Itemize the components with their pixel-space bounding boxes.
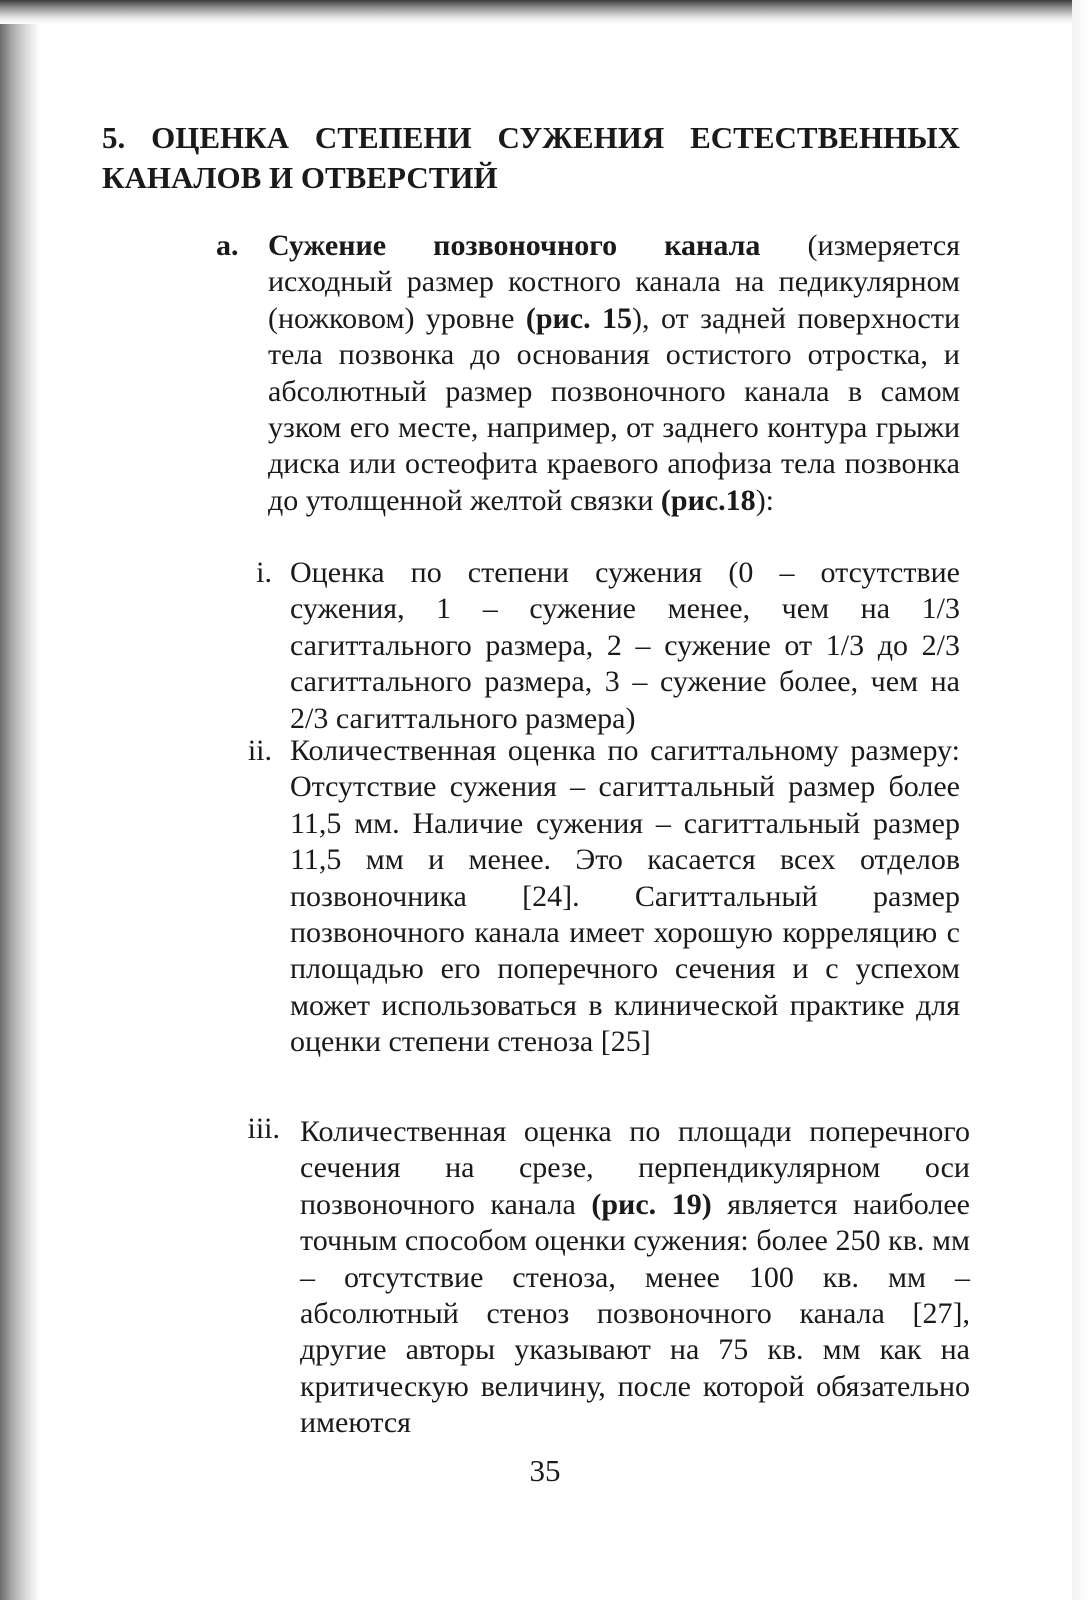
section-a-text-2: ), от задней поверхности тела позвонка до основания остистого отростка, и абсолютный размер позвоночного канала в самом узком его месте, например, от заднего контура грыжи диска или остеофита краевого апофиза тела позвонка до утолщенной желтой связки [268, 301, 961, 517]
section-a-lead: Сужение позвоночного канала [268, 229, 761, 262]
section-a-body [268, 228, 960, 519]
section-a-ref-1-open: ( [525, 301, 536, 335]
list-item-iii-text-2: является наиболее точным способом оценки сужения: более 250 кв. мм – отсутствие стеноза, менее 100 кв. мм – абсолютный стеноз позвоночного канала [27], другие авторы указывают на 75 кв. мм как на критическую величину, после которой обязательно имеются [300, 1187, 970, 1440]
section-a-marker: a. [216, 229, 239, 262]
list-item-i [256, 555, 960, 737]
list-item-ii-number: ii. [247, 734, 272, 767]
section-a-ref-1: рис. 15 [535, 301, 633, 335]
section-heading: 5. ОЦЕНКА СТЕПЕНИ СУЖЕНИЯ ЕСТЕСТВЕННЫХ КАНАЛОВ И ОТВЕРСТИЙ [102, 120, 960, 195]
section-a-ref-2-open: ( [660, 483, 671, 517]
list-item-i-text: Оценка по степени сужения (0 – отсутствие сужения, 1 – сужение менее, чем на 1/3 сагиттального размера, 2 – сужение от 1/3 до 2/3 сагиттального размера, 3 – сужение более, чем на 2/3 сагиттального размера) [290, 556, 960, 735]
section-a-ref-2: рис.18 [670, 483, 756, 517]
list-item-ii [247, 733, 960, 1061]
list-item-iii-number: iii. [247, 1112, 280, 1145]
section-a-paragraph [216, 228, 960, 519]
list-item-ii-text: Количественная оценка по сагиттальному размеру: Отсутствие сужения – сагиттальный размер более 11,5 мм. Наличие сужения – сагиттальный размер 11,5 мм и менее. Это касается всех отделов позвоночника [24]. Сагиттальный размер позвоночного канала имеет хорошую корреляцию с площадью его поперечного сечения и с успехом может использоваться в клинической практике для оценки степени стеноза [25] [290, 734, 960, 1059]
page-number: 35 [529, 1453, 561, 1488]
list-item-iii-ref: (рис. 19) [591, 1187, 712, 1221]
list-item-i-number: i. [256, 556, 272, 589]
list-item-iii [247, 1112, 970, 1442]
section-a-text-3: ): [755, 483, 775, 517]
list-item-iii-text-1: Количественная оценка по площади поперечного сечения на срезе, перпендикулярном оси позвоночного канала [300, 1115, 970, 1221]
section-a-text-1: (измеряется исходный размер костного канала на педикулярном (ножковом) уровне [268, 229, 961, 335]
